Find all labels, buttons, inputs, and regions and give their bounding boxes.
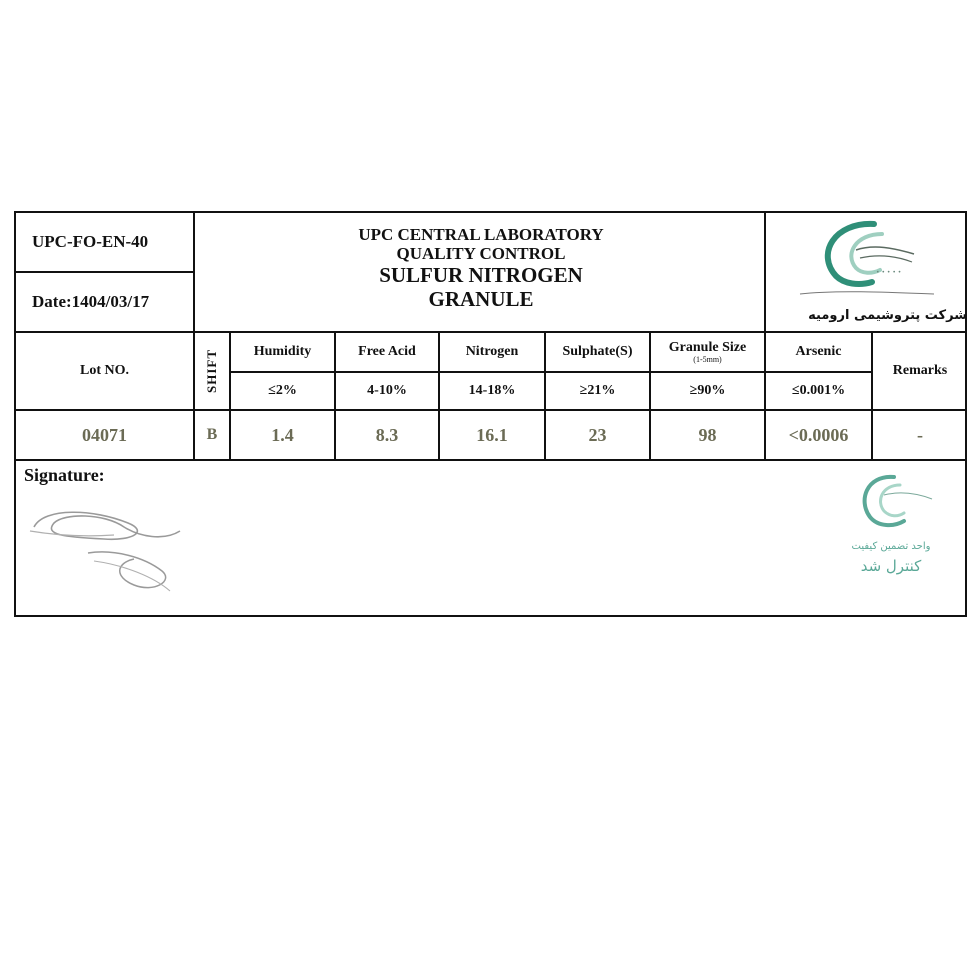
granule-size-range: (1-5mm) <box>693 355 722 364</box>
granule-size-value: 98 <box>698 424 717 445</box>
department-name: QUALITY CONTROL <box>396 244 566 263</box>
qc-certificate-form <box>14 211 967 617</box>
handwritten-signature <box>24 501 194 601</box>
humidity-value: 1.4 <box>271 424 294 445</box>
company-name: شرکت پتروشیمی ارومیه <box>808 308 967 323</box>
granule-size-label: Granule Size <box>668 340 747 355</box>
lot-number-value: 04071 <box>82 424 127 445</box>
stamp-line-1: واحد تضمین کیفیت <box>851 541 931 552</box>
free-acid-spec: 4-10% <box>367 383 407 398</box>
product-name-line2: GRANULE <box>428 287 534 311</box>
nitrogen-value: 16.1 <box>476 424 508 445</box>
company-logo <box>764 214 967 332</box>
svg-text:• • • • •: • • • • • <box>876 269 902 276</box>
product-name-line1: SULFUR NITROGEN <box>379 263 583 287</box>
form-code: UPC-FO-EN-40 <box>32 232 149 251</box>
divider <box>16 459 967 461</box>
stamp-logo-icon <box>836 471 946 533</box>
form-title <box>196 225 766 311</box>
shift-value: B <box>206 426 218 443</box>
nitrogen-header: Nitrogen <box>465 344 519 359</box>
lab-name: UPC CENTRAL LABORATORY <box>358 225 604 244</box>
sulphate-header: Sulphate(S) <box>562 344 633 359</box>
arsenic-header: Arsenic <box>795 344 842 359</box>
free-acid-header: Free Acid <box>358 344 416 359</box>
company-logo-icon <box>764 214 967 304</box>
sulphate-value: 23 <box>588 424 607 445</box>
shift-header-label: SHIFT <box>204 348 219 393</box>
quality-control-stamp <box>836 471 946 581</box>
arsenic-spec: ≤0.001% <box>791 383 846 398</box>
sulphate-spec: ≥21% <box>579 383 616 398</box>
form-date: Date:1404/03/17 <box>32 292 150 311</box>
lot-number-header: Lot NO. <box>80 363 129 378</box>
granule-size-spec: ≥90% <box>689 383 726 398</box>
remarks-value: - <box>917 424 923 445</box>
arsenic-value: <0.0006 <box>788 424 849 445</box>
stamp-line-2: کنترل شد <box>860 557 922 575</box>
granule-size-header <box>651 333 764 371</box>
humidity-spec: ≤2% <box>268 383 297 398</box>
free-acid-value: 8.3 <box>375 424 399 445</box>
nitrogen-spec: 14-18% <box>468 383 516 398</box>
remarks-header: Remarks <box>892 363 948 378</box>
shift-header <box>195 333 229 409</box>
humidity-header: Humidity <box>253 344 312 359</box>
signature-label: Signature: <box>24 465 105 485</box>
